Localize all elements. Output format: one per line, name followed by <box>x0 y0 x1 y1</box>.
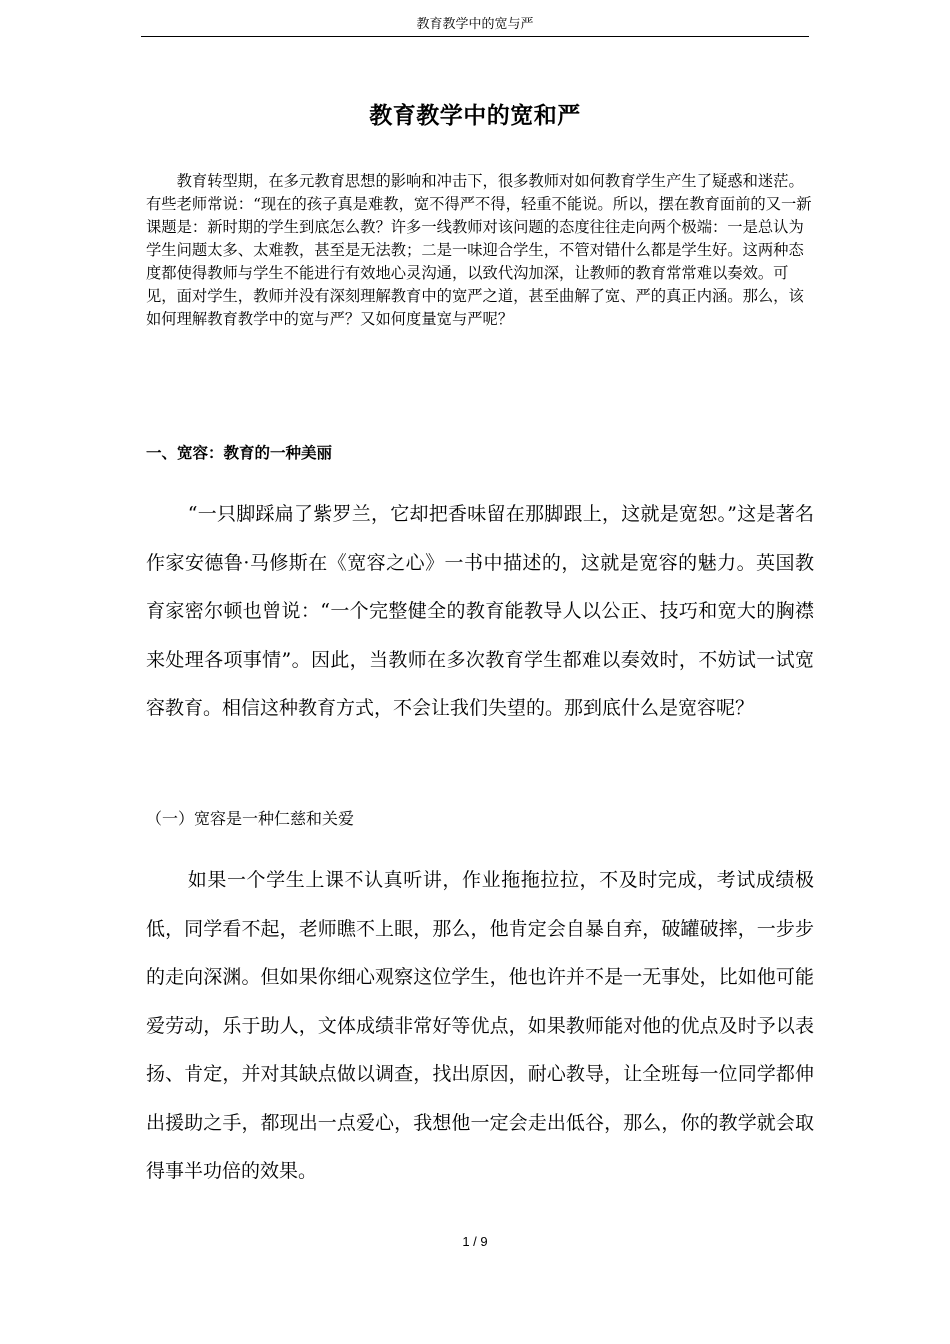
intro-paragraph: 教育转型期，在多元教育思想的影响和冲击下，很多教师对如何教育学生产生了疑惑和迷茫。有些老师常说：“现在的孩子真是难教，宽不得严不得，轻重不能说。所以，摆在教育面前的又一新课题是：新时期的学生到底怎么教？许多一线教师对该问题的态度往往走向两个极端：一是总认为学生问题太多、太难教，甚至是无法教；二是一味迎合学生，不管对错什么都是学生好。这两种态度都使得教师与学生不能进行有效地心灵沟通，以致代沟加深，让教师的教育常常难以奏效。可见，面对学生，教师并没有深刻理解教育中的宽严之道，甚至曲解了宽、严的真正内涵。那么，该如何理解教育教学中的宽与严？又如何度量宽与严呢？ <box>146 172 812 328</box>
running-header: 教育教学中的宽与严 <box>141 14 809 37</box>
section-heading: 一、宽容：教育的一种美丽 <box>146 443 333 462</box>
page-number: 1 / 9 <box>462 1234 488 1249</box>
subsection-heading: （一）宽容是一种仁慈和关爱 <box>146 809 355 828</box>
section-paragraph: “一只脚踩扁了紫罗兰，它却把香味留在那脚跟上，这就是宽恕。”这是著名作家安德鲁·马修斯在《宽容之心》一书中描述的，这就是宽容的魅力。英国教育家密尔顿也曾说：“一个完整健全的教育能教导人以公正、技巧和宽大的胸襟来处理各项事情”。因此，当教师在多次教育学生都难以奏效时，不妨试一试宽容教育。相信这种教育方式，不会让我们失望的。那到底什么是宽容呢？ <box>146 503 814 719</box>
subsection-paragraph: 如果一个学生上课不认真听讲，作业拖拖拉拉，不及时完成，考试成绩极低，同学看不起，老师瞧不上眼，那么，他肯定会自暴自弃，破罐破摔，一步步的走向深渊。但如果你细心观察这位学生，他也许并不是一无事处，比如他可能爱劳动，乐于助人，文体成绩非常好等优点，如果教师能对他的优点及时予以表扬、肯定，并对其缺点做以调查，找出原因，耐心教导，让全班每一位同学都伸出援助之手，都现出一点爱心，我想他一定会走出低谷，那么，你的教学就会取得事半功倍的效果。 <box>146 869 814 1182</box>
document-title: 教育教学中的宽和严 <box>369 102 581 129</box>
